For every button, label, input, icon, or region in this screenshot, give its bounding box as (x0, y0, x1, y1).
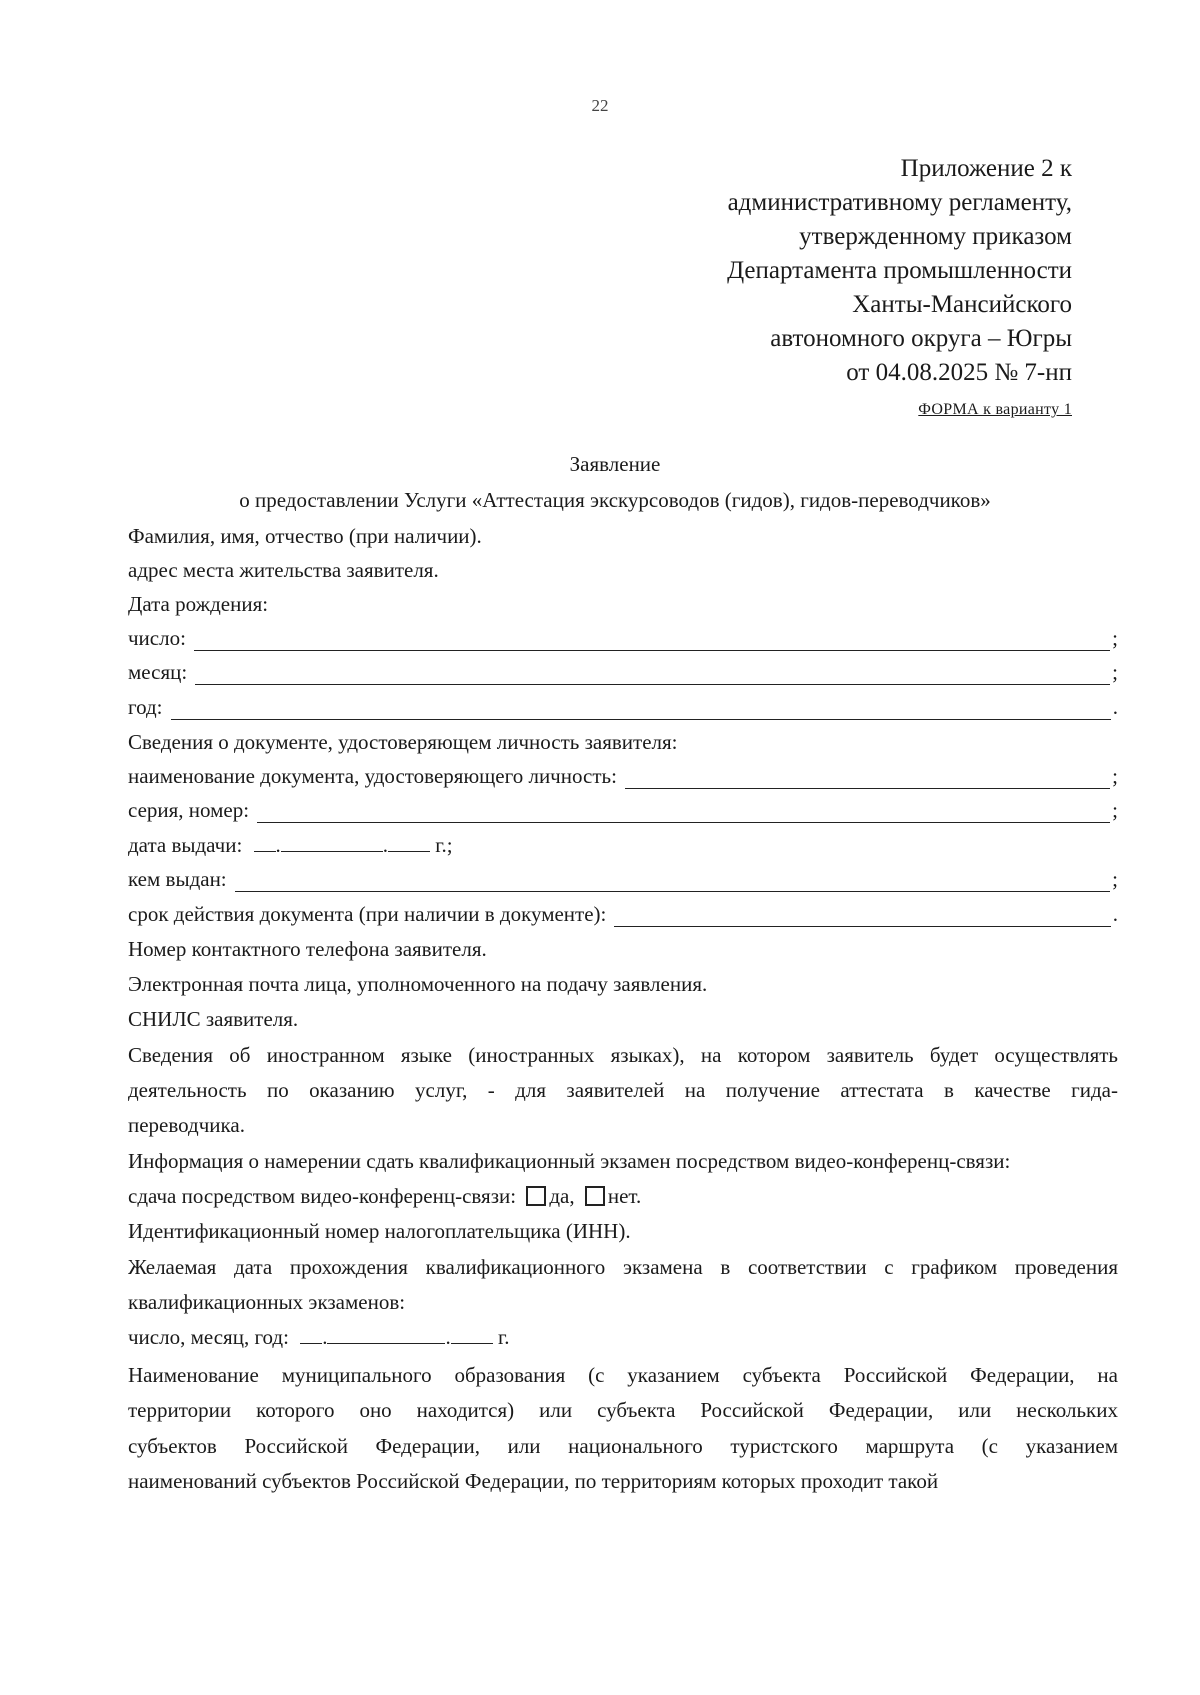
document-title: Заявление (569, 452, 661, 476)
issued-by-label: кем выдан: (128, 867, 227, 891)
day-field (128, 625, 1118, 651)
snils-label: СНИЛС заявителя. (128, 1007, 299, 1031)
exam-date-suffix: г. (497, 1325, 510, 1349)
month-field (128, 659, 1118, 685)
language-line-2: деятельность по оказанию услуг, - для заявителей на получение аттестата в качестве гида- (128, 1078, 1118, 1102)
validity-input-line[interactable] (614, 908, 1110, 927)
year-input-line[interactable] (171, 701, 1111, 720)
language-line-3: переводчика. (128, 1113, 245, 1137)
issue-date-suffix: г.; (435, 833, 453, 857)
issue-date-label: дата выдачи: (128, 833, 243, 857)
document-subtitle: о предоставлении Услуги «Аттестация экскурсоводов (гидов), гидов-переводчиков» (239, 488, 991, 512)
exam-date-line-2: квалификационных экзаменов: (128, 1290, 406, 1314)
email-label: Электронная почта лица, уполномоченного на подачу заявления. (128, 972, 708, 996)
exam-year-blank[interactable] (451, 1325, 493, 1344)
semicolon: ; (1112, 626, 1118, 650)
video-exam-option-row (128, 1183, 1118, 1209)
year-field (128, 694, 1118, 720)
semicolon: ; (1112, 867, 1118, 891)
series-number-field (128, 797, 1118, 823)
dot: . (275, 833, 281, 857)
appendix-line: автономного округа – Югры (770, 325, 1072, 352)
address-label: адрес места жительства заявителя. (128, 558, 439, 582)
validity-label: срок действия документа (при наличии в документе): (128, 902, 607, 926)
full-name-label: Фамилия, имя, отчество (при наличии). (128, 524, 482, 548)
day-label: число: (128, 626, 186, 650)
municipality-line-2: территории которого оно находится) или субъекта Российской Федерации, или нескольких (128, 1398, 1118, 1422)
birth-date-label: Дата рождения: (128, 592, 269, 616)
period: . (1112, 902, 1118, 926)
dot: . (445, 1325, 451, 1349)
language-line-1: Сведения об иностранном языке (иностранных языках), на котором заявитель будет осуществлять (128, 1043, 1118, 1067)
exam-date-label: число, месяц, год: (128, 1325, 289, 1349)
year-label: год: (128, 695, 163, 719)
exam-day-blank[interactable] (300, 1325, 322, 1344)
issue-date-field (128, 832, 1118, 858)
appendix-line: Департамента промышленности (727, 257, 1072, 284)
option-no-label: нет. (607, 1184, 642, 1208)
issue-year-blank[interactable] (388, 833, 430, 852)
inn-label: Идентификационный номер налогоплательщика (ИНН). (128, 1219, 631, 1243)
period: . (1112, 695, 1118, 719)
issue-day-blank[interactable] (254, 833, 276, 852)
issue-month-blank[interactable] (281, 833, 383, 852)
day-input-line[interactable] (194, 632, 1110, 651)
form-variant-label: ФОРМА к варианту 1 (918, 401, 1072, 418)
exam-date-field (128, 1324, 1118, 1350)
document-name-label: наименование документа, удостоверяющего личность: (128, 764, 617, 788)
appendix-line: от 04.08.2025 № 7-нп (846, 359, 1072, 386)
exam-month-blank[interactable] (327, 1325, 445, 1344)
document-name-input-line[interactable] (625, 770, 1110, 789)
semicolon: ; (1112, 660, 1118, 684)
appendix-line: утвержденному приказом (799, 223, 1072, 250)
checkbox-yes[interactable] (526, 1186, 546, 1206)
series-number-input-line[interactable] (257, 804, 1110, 823)
series-number-label: серия, номер: (128, 798, 250, 822)
exam-date-line-1: Желаемая дата прохождения квалификационного экзамена в соответствии с графиком проведения (128, 1255, 1118, 1279)
id-document-label: Сведения о документе, удостоверяющем личность заявителя: (128, 730, 678, 754)
issued-by-field (128, 866, 1118, 892)
dot: . (322, 1325, 328, 1349)
video-exam-prefix: сдача посредством видео-конференц-связи: (128, 1184, 517, 1208)
month-label: месяц: (128, 660, 188, 684)
semicolon: ; (1112, 798, 1118, 822)
municipality-line-3: субъектов Российской Федерации, или национального туристского маршрута (с указанием (128, 1434, 1118, 1458)
document-name-field (128, 763, 1118, 789)
issued-by-input-line[interactable] (235, 873, 1111, 892)
validity-field (128, 901, 1118, 927)
month-input-line[interactable] (195, 666, 1110, 685)
semicolon: ; (1112, 764, 1118, 788)
appendix-block (472, 152, 1072, 390)
option-yes-label: да, (549, 1184, 575, 1208)
appendix-line: административному регламенту, (727, 189, 1072, 216)
dot: . (382, 833, 389, 857)
appendix-line: Приложение 2 к (900, 155, 1072, 182)
page-number: 22 (591, 96, 609, 115)
phone-label: Номер контактного телефона заявителя. (128, 937, 487, 961)
appendix-line: Ханты-Мансийского (852, 291, 1072, 318)
checkbox-no[interactable] (585, 1186, 605, 1206)
video-exam-intent-label: Информация о намерении сдать квалификационный экзамен посредством видео-конференц-связи: (128, 1149, 1011, 1173)
municipality-line-4: наименований субъектов Российской Федерации, по территориям которых проходит такой (128, 1469, 939, 1493)
municipality-line-1: Наименование муниципального образования (с указанием субъекта Российской Федерации, на (128, 1363, 1118, 1387)
